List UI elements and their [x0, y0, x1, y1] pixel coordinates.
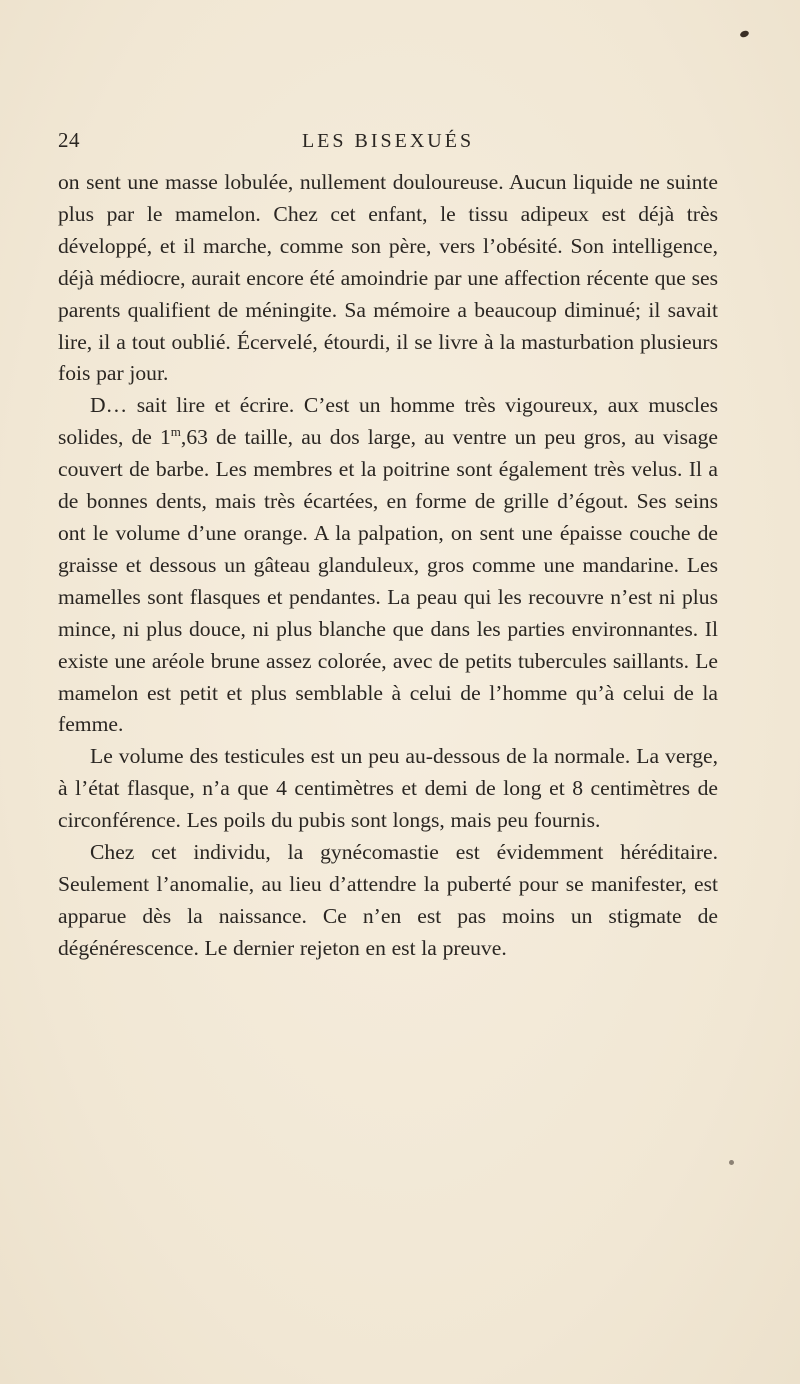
- paragraph-3: Le volume des testicules est un peu au-dessous de la normale. La verge, à l’état flasque, n’a que 4 centimètres et demi de long et 8 centimètres de circonférence. Les poils du pubis sont longs, mais peu fournis.: [58, 744, 718, 833]
- ink-speck-bottom: [729, 1160, 734, 1165]
- running-title: LES BISEXUÉS: [301, 130, 475, 152]
- paragraph-2-part-2: ,63 de taille, au dos large, au ventre un peu gros, au visage couvert de barbe. Les membres et la poitrine sont également très velus. Il a de bonnes dents, mais très écartées, en forme de grille d’égout. Ses seins ont le volume d’une orange. A la palpation, on sent une épaisse couche de graisse et dessous un gâteau glanduleux, gros comme une mandarine. Les mamelles sont flasques et pendantes. La peau qui les recouvre n’est ni plus mince, ni plus douce, ni plus blanche que dans les parties environnantes. Il existe une aréole brune assez colorée, avec de petits tubercules saillants. Le mamelon est petit et plus semblable à celui de l’homme qu’à celui de la femme.: [58, 425, 718, 737]
- paragraph-4: Chez cet individu, la gynécomastie est évidemment héréditaire. Seulement l’anomalie, au lieu d’attendre la puberté pour se manifester, est apparue dès la naissance. Ce n’en est pas moins un stigmate de dégénérescence. Le dernier rejeton en est la preuve.: [58, 840, 718, 960]
- paragraph-1: on sent une masse lobulée, nullement douloureuse. Aucun liquide ne suinte plus par le mamelon. Chez cet enfant, le tissu adipeux est déjà très développé, et il marche, comme son père, vers l’obésité. Son intelligence, déjà médiocre, aurait encore été amoindrie par une affection récente que ses parents qualifient de méningite. Sa mémoire a beaucoup diminué; il savait lire, il a tout oublié. Écervelé, étourdi, il se livre à la masturbation plusieurs fois par jour.: [58, 170, 718, 386]
- unit-superscript-m: m: [170, 424, 181, 440]
- body-text: [58, 167, 718, 965]
- ink-speck-top: [739, 30, 750, 39]
- paragraph-2: [58, 390, 718, 741]
- running-head: [58, 128, 718, 162]
- paragraph-2-part-1: D… sait lire et écrire. C’est un homme très vigoureux, aux muscles solides, de 1: [58, 393, 718, 450]
- page-number: 24: [58, 128, 80, 152]
